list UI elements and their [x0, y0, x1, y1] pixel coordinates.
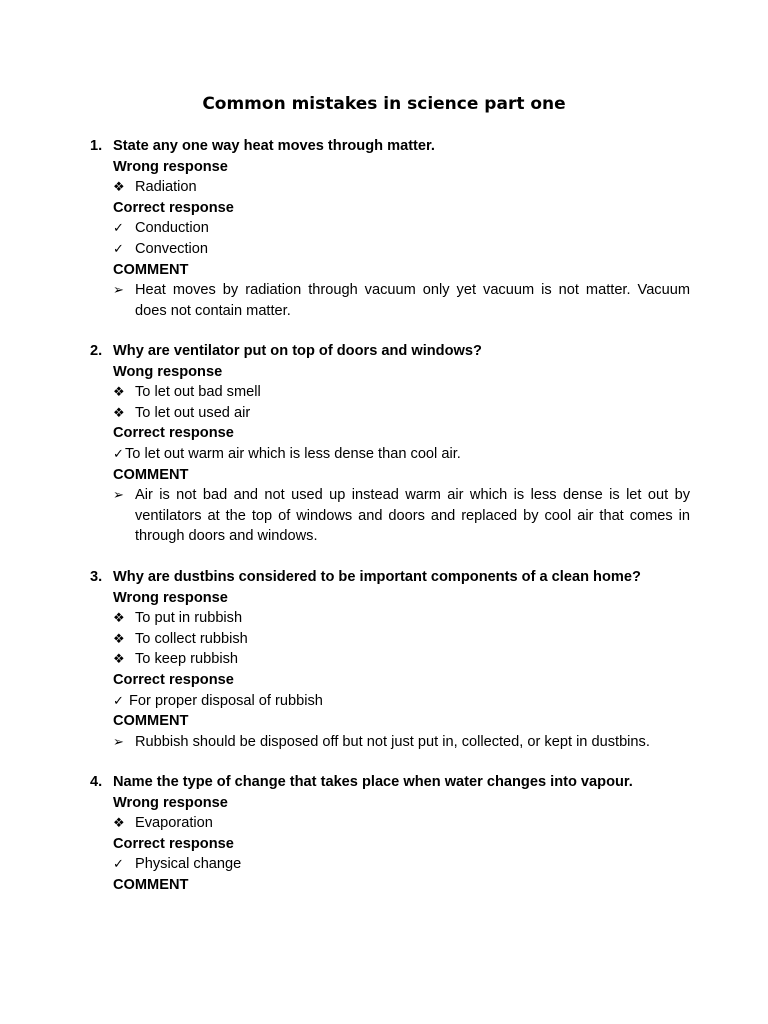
correct-response-item — [113, 218, 690, 239]
wrong-response-item — [113, 629, 690, 650]
comment-heading: COMMENT — [113, 466, 189, 483]
correct-response-heading: Correct response — [113, 425, 234, 442]
wrong-response-heading: Wong response — [113, 363, 223, 380]
question-number: 2. — [90, 343, 103, 359]
comment-heading: COMMENT — [113, 713, 189, 730]
question-text: Name the type of change that takes place when water changes into vapour. — [113, 774, 633, 790]
question-number: 3. — [90, 569, 103, 585]
checkmark-icon: ✓ — [113, 445, 124, 461]
wrong-response-item — [113, 608, 690, 629]
correct-response-heading: Correct response — [113, 835, 234, 852]
comment-item — [113, 732, 690, 753]
wrong-response-text: To let out bad smell — [135, 384, 261, 401]
diamond-bullet-icon: ❖ — [113, 610, 125, 626]
correct-response-text: For proper disposal of rubbish — [129, 692, 323, 709]
arrowhead-bullet-icon: ➢ — [113, 733, 124, 749]
wrong-response-text: To keep rubbish — [135, 651, 239, 668]
wrong-response-item — [113, 177, 690, 198]
arrowhead-bullet-icon: ➢ — [113, 487, 124, 503]
answer-block — [113, 793, 690, 896]
comment-text: Heat moves by radiation through vacuum only yet vacuum is not matter. Vacuum does not contain matter. — [135, 282, 690, 319]
wrong-response-item — [113, 403, 690, 424]
question-line — [90, 772, 690, 793]
checkmark-icon: ✓ — [113, 692, 124, 708]
wrong-response-heading: Wrong response — [113, 794, 228, 811]
wrong-response-text: To collect rubbish — [135, 630, 248, 647]
question-4 — [90, 772, 690, 896]
comment-item — [113, 280, 690, 321]
wrong-response-item — [113, 649, 690, 670]
question-2 — [90, 341, 690, 547]
question-number: 1. — [90, 138, 103, 154]
wrong-response-text: To put in rubbish — [135, 610, 243, 627]
correct-response-item — [113, 444, 690, 465]
correct-response-text: Conduction — [135, 220, 209, 237]
correct-response-text: Convection — [135, 240, 209, 257]
question-line — [90, 341, 690, 362]
diamond-bullet-icon: ❖ — [113, 630, 125, 646]
arrowhead-bullet-icon: ➢ — [113, 282, 124, 298]
wrong-response-heading: Wrong response — [113, 589, 228, 606]
wrong-response-text: To let out used air — [135, 404, 251, 421]
comment-text: Air is not bad and not used up instead warm air which is less dense is let out by ventilators at the top of windows and doors and replaced by cool air that comes in through doors and windows. — [135, 487, 690, 545]
wrong-response-text: Evaporation — [135, 815, 213, 832]
question-text: Why are ventilator put on top of doors and windows? — [113, 343, 482, 359]
question-3 — [90, 567, 690, 752]
diamond-bullet-icon: ❖ — [113, 815, 125, 831]
comment-item — [113, 485, 690, 547]
wrong-response-item — [113, 382, 690, 403]
answer-block — [113, 157, 690, 322]
correct-response-heading: Correct response — [113, 199, 234, 216]
checkmark-icon: ✓ — [113, 220, 124, 236]
diamond-bullet-icon: ❖ — [113, 404, 125, 420]
correct-response-item — [113, 239, 690, 260]
wrong-response-text: Radiation — [135, 179, 197, 196]
question-1 — [90, 136, 690, 321]
correct-response-text: Physical change — [135, 856, 242, 873]
diamond-bullet-icon: ❖ — [113, 651, 125, 667]
comment-heading: COMMENT — [113, 876, 189, 893]
comment-heading: COMMENT — [113, 261, 189, 278]
question-text: Why are dustbins considered to be important components of a clean home? — [113, 569, 641, 585]
wrong-response-item — [113, 813, 690, 834]
question-line — [90, 567, 690, 588]
checkmark-icon: ✓ — [113, 856, 124, 872]
answer-block — [113, 588, 690, 753]
correct-response-item — [113, 691, 690, 712]
comment-text: Rubbish should be disposed off but not just put in, collected, or kept in dustbins. — [135, 733, 650, 750]
diamond-bullet-icon: ❖ — [113, 179, 125, 195]
checkmark-icon: ✓ — [113, 240, 124, 256]
question-text: State any one way heat moves through matter. — [113, 138, 435, 154]
wrong-response-heading: Wrong response — [113, 158, 228, 175]
question-number: 4. — [90, 774, 103, 790]
correct-response-text: To let out warm air which is less dense than cool air. — [125, 445, 461, 462]
diamond-bullet-icon: ❖ — [113, 384, 125, 400]
correct-response-item — [113, 854, 690, 875]
answer-block — [113, 362, 690, 547]
document-title: Common mistakes in science part one — [202, 94, 566, 114]
correct-response-heading: Correct response — [113, 671, 234, 688]
question-line — [90, 136, 690, 157]
